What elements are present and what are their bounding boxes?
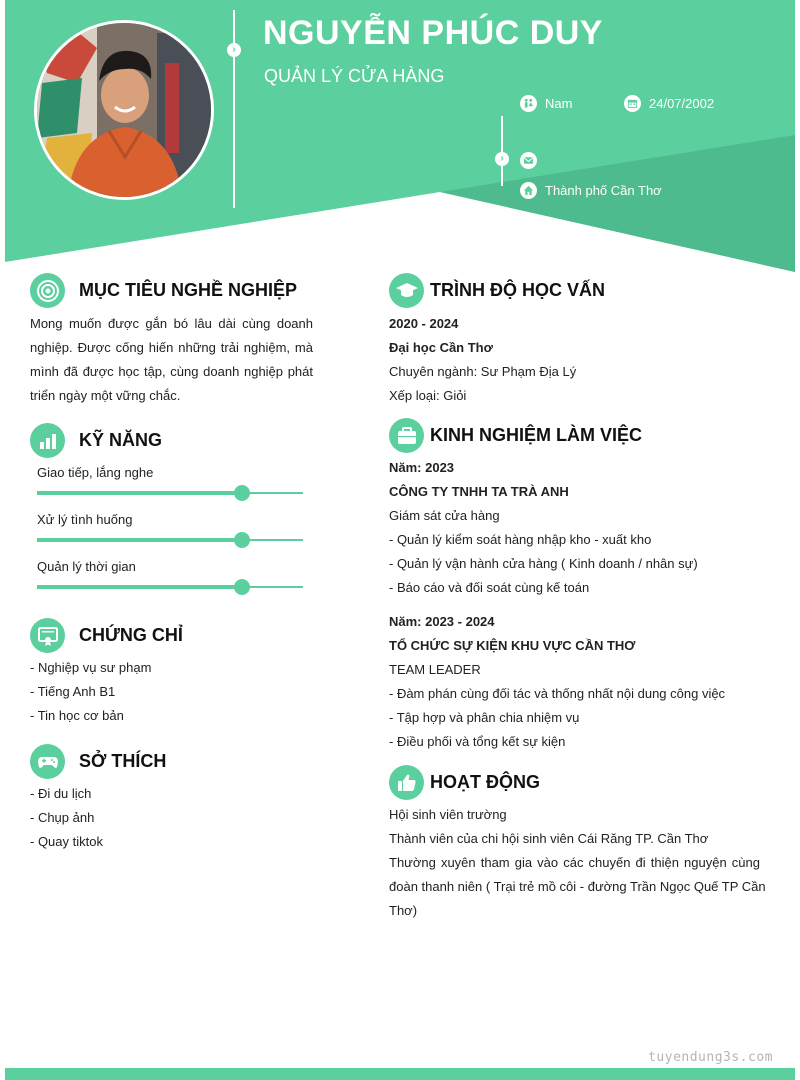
skill-bar: [37, 539, 303, 541]
job-title: QUẢN LÝ CỬA HÀNG: [264, 66, 445, 86]
thumbs-up-icon: [389, 765, 424, 800]
certificates-header: [30, 618, 183, 653]
birthday-info: [624, 95, 714, 112]
education-details: [389, 312, 576, 408]
briefcase-icon: [389, 418, 424, 453]
activity-line: Thơ): [389, 903, 418, 918]
home-icon: [520, 182, 537, 199]
skill-label: Giao tiếp, lắng nghe: [37, 465, 154, 480]
job-duty: - Tập hợp và phân chia nhiệm vụ: [389, 710, 580, 725]
experience-title: KINH NGHIỆM LÀM VIỆC: [430, 425, 643, 445]
job-role: Giám sát cửa hàng: [389, 508, 500, 523]
job-company: TỔ CHỨC SỰ KIỆN KHU VỰC CẦN THƠ: [389, 638, 636, 653]
hobbies-list: [30, 782, 103, 854]
objective-title: MỤC TIÊU NGHỀ NGHIỆP: [79, 280, 298, 300]
gender-icon: [520, 95, 537, 112]
gamepad-icon: [30, 744, 65, 779]
footer-bar: [5, 1068, 795, 1080]
full-name: NGUYỄN PHÚC DUY: [263, 14, 603, 52]
skill-bar-knob: [234, 532, 250, 548]
job-duty: - Quản lý kiểm soát hàng nhập kho - xuất kho: [389, 532, 652, 547]
activity-line: Hội sinh viên trường: [389, 807, 507, 822]
skill-bar-knob: [234, 485, 250, 501]
graduation-cap-icon: [389, 273, 424, 308]
certificate-icon: [30, 618, 65, 653]
skill-label: Xử lý tình huống: [37, 512, 133, 527]
objective-line: mình đã được học tập, cùng doanh nghiệp phát: [30, 364, 313, 379]
job-year: Năm: 2023: [389, 460, 455, 475]
hobby-item: - Chụp ảnh: [30, 810, 95, 825]
objective-text: [30, 312, 313, 408]
skill-label: Quản lý thời gian: [37, 559, 136, 574]
skill-bar: [37, 492, 303, 494]
experience-job: [389, 610, 725, 754]
hobbies-title: SỞ THÍCH: [79, 751, 167, 771]
profile-photo: [34, 20, 214, 200]
activity-line: Thành viên của chi hội sinh viên Cái Răng TP. Cần Thơ: [389, 831, 709, 846]
divider-arrow-icon: ›: [227, 43, 241, 57]
email-info: [520, 152, 545, 169]
certificate-item: - Tin học cơ bản: [30, 708, 124, 723]
address-info: [520, 182, 662, 199]
certificate-item: - Nghiệp vụ sư phạm: [30, 660, 152, 675]
experience-header: [389, 418, 642, 453]
contact-arrow-icon: ›: [495, 152, 509, 166]
calendar-icon: [624, 95, 641, 112]
education-title: TRÌNH ĐỘ HỌC VẤN: [430, 280, 605, 300]
hobbies-header: [30, 744, 166, 779]
job-duty: - Đàm phán cùng đối tác và thống nhất nội dung công việc: [389, 686, 726, 701]
skill-bar: [37, 586, 303, 588]
gender-info: [520, 95, 572, 112]
bar-chart-icon: [30, 423, 65, 458]
email-icon: [520, 152, 537, 169]
activities-text: [389, 803, 766, 923]
gender-value: Nam: [545, 96, 573, 111]
job-duty: - Điều phối và tổng kết sự kiện: [389, 734, 566, 749]
job-company: CÔNG TY TNHH TA TRÀ ANH: [389, 484, 569, 499]
address-value: Thành phố Cần Thơ: [545, 183, 662, 198]
activities-title: HOẠT ĐỘNG: [430, 772, 540, 792]
job-role: TEAM LEADER: [389, 662, 481, 677]
education-period: 2020 - 2024: [389, 316, 459, 331]
skill-bar-knob: [234, 579, 250, 595]
header-divider-line: [233, 10, 235, 208]
activity-line: đoàn thanh niên ( Trại trẻ mồ côi - đường Trần Ngọc Quế TP Cần: [389, 879, 766, 894]
birthday-value: 24/07/2002: [649, 96, 715, 111]
activities-header: [389, 765, 540, 800]
objective-line: nghiệp. Được cống hiến những trải nghiệm, mà: [30, 340, 313, 355]
target-icon: [30, 273, 65, 308]
objective-line: triển ngày một vững chắc.: [30, 388, 181, 403]
activity-line: Thường xuyên tham gia vào các chuyến đi thiện nguyện cùng: [389, 855, 760, 870]
objective-line: Mong muốn được gắn bó lâu dài cùng doanh: [30, 316, 313, 331]
objective-header: [30, 273, 297, 308]
skills-title: KỸ NĂNG: [79, 430, 163, 450]
education-header: [389, 273, 605, 308]
hobby-item: - Đi du lịch: [30, 786, 92, 801]
skill-bar-fill: [37, 585, 242, 589]
education-grade: Xếp loại: Giỏi: [389, 388, 467, 403]
skill-bar-fill: [37, 538, 242, 542]
watermark: tuyendung3s.com: [648, 1050, 773, 1065]
job-duty: - Quản lý vận hành cửa hàng ( Kinh doanh / nhân sự): [389, 556, 698, 571]
skills-header: [30, 423, 162, 458]
job-duty: - Báo cáo và đối soát cùng kế toán: [389, 580, 590, 595]
certificates-list: [30, 656, 151, 728]
certificate-item: - Tiếng Anh B1: [30, 684, 116, 699]
experience-job: [389, 456, 698, 600]
skill-bar-fill: [37, 491, 242, 495]
education-major: Chuyên ngành: Sư Phạm Địa Lý: [389, 364, 577, 379]
job-year: Năm: 2023 - 2024: [389, 614, 495, 629]
contact-divider-line: [501, 116, 503, 186]
certificates-title: CHỨNG CHỈ: [79, 625, 183, 645]
hobby-item: - Quay tiktok: [30, 834, 103, 849]
education-school: Đại học Cần Thơ: [389, 340, 493, 355]
